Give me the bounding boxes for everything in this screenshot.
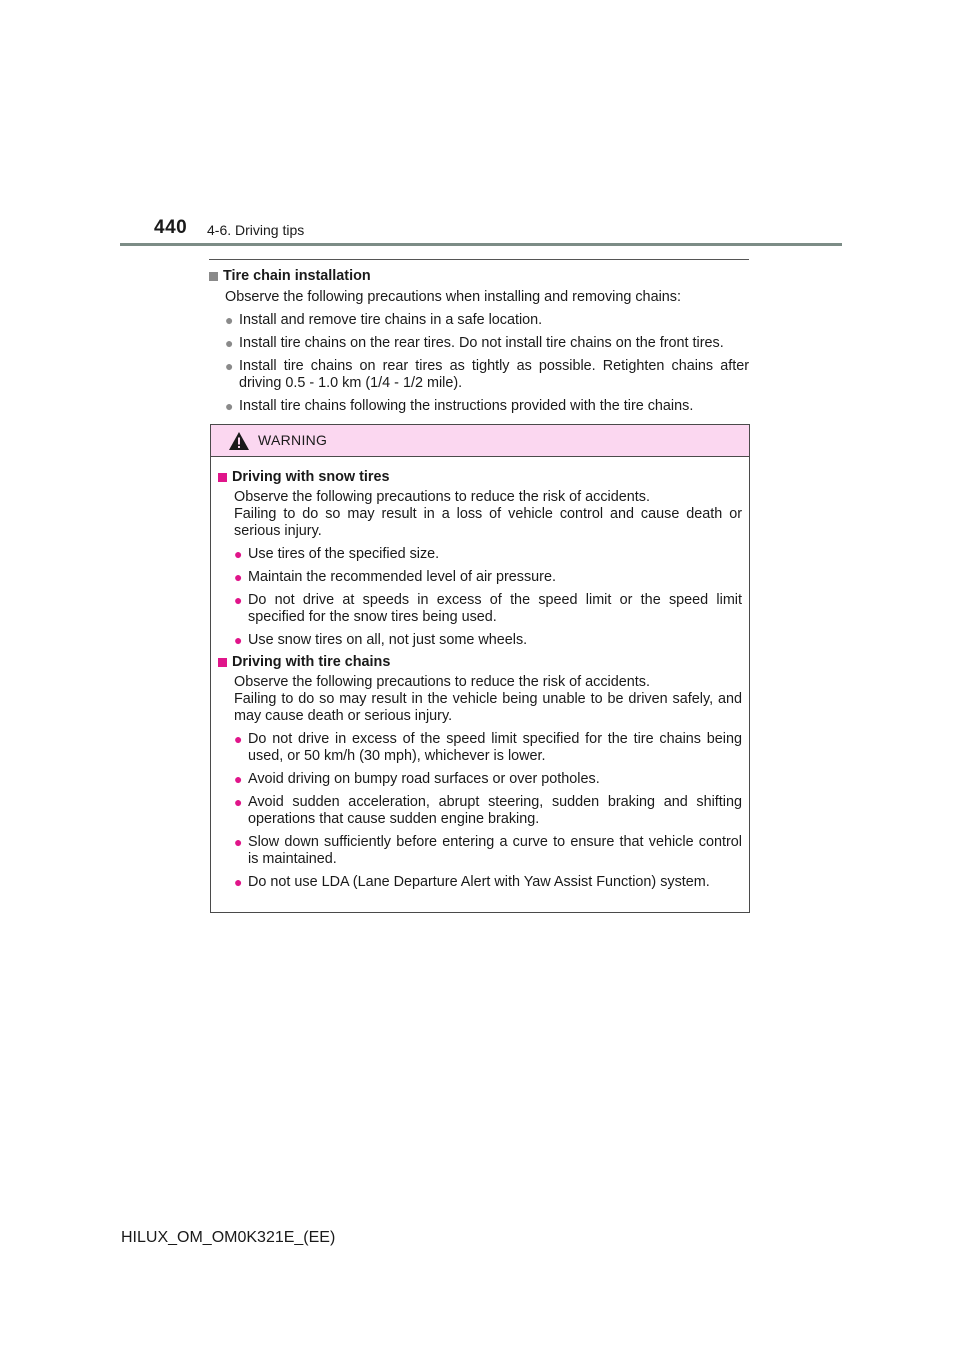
list-item-text: Maintain the recommended level of air pressure. — [248, 569, 556, 585]
list-item — [218, 546, 742, 563]
warning-body — [211, 457, 749, 891]
warning-box — [210, 424, 750, 913]
list-item — [218, 592, 742, 626]
list-item — [218, 834, 742, 868]
bullet-dot-icon: ● — [234, 771, 243, 787]
page-header — [120, 212, 842, 246]
tire-chains-intro — [218, 674, 742, 725]
list-item-text: Use snow tires on all, not just some wheels. — [248, 632, 528, 648]
square-bullet-icon — [209, 272, 218, 281]
tire-chains-heading-text: Driving with tire chains — [232, 654, 391, 670]
snow-tires-heading-text: Driving with snow tires — [232, 469, 390, 485]
bullet-dot-icon: ● — [234, 794, 243, 810]
document-code: HILUX_OM_OM0K321E_(EE) — [121, 1229, 336, 1246]
list-item — [218, 794, 742, 828]
square-bullet-icon — [218, 658, 227, 667]
bullet-dot-icon: ● — [234, 546, 243, 562]
tire-chain-section — [209, 259, 749, 415]
list-item — [209, 312, 749, 329]
list-item — [218, 632, 742, 649]
snow-intro-line: Observe the following precautions to reduce the risk of accidents. — [234, 489, 650, 505]
bullet-dot-icon: ● — [234, 874, 243, 890]
list-item-text: Slow down sufficiently before entering a curve to ensure that vehicle control is maintained. — [248, 834, 742, 867]
list-item — [209, 358, 749, 392]
bullet-dot-icon: ● — [225, 335, 234, 351]
tire-chains-heading — [218, 654, 742, 671]
list-item — [218, 771, 742, 788]
warning-header — [211, 425, 749, 457]
list-item-text: Install tire chains following the instructions provided with the tire chains. — [239, 398, 694, 414]
tire-chain-heading-text: Tire chain installation — [223, 268, 371, 284]
snow-tires-heading — [218, 469, 742, 486]
warning-label: WARNING — [258, 432, 328, 448]
tire-chain-heading — [209, 268, 749, 285]
snow-tires-list — [218, 546, 742, 649]
list-item-text: Do not drive in excess of the speed limit specified for the tire chains being used, or 50 km/h (30 mph), whichever is lower. — [248, 731, 742, 764]
bullet-dot-icon: ● — [234, 834, 243, 850]
list-item — [218, 874, 742, 891]
snow-tires-intro — [218, 489, 742, 540]
list-item-text: Install and remove tire chains in a safe location. — [239, 312, 543, 328]
list-item-text: Do not use LDA (Lane Departure Alert with Yaw Assist Function) system. — [248, 874, 710, 890]
section-title: 4-6. Driving tips — [207, 222, 305, 238]
bullet-dot-icon: ● — [234, 592, 243, 608]
bullet-dot-icon: ● — [234, 632, 243, 648]
chains-intro-line: Failing to do so may result in the vehicle being unable to be driven safely, and may cause death or serious injury. — [234, 691, 742, 724]
header-divider — [120, 243, 842, 246]
list-item-text: Avoid sudden acceleration, abrupt steering, sudden braking and shifting operations that cause sudden engine braking. — [248, 794, 742, 827]
tire-chains-list — [218, 731, 742, 891]
list-item-text: Install tire chains on rear tires as tightly as possible. Retighten chains after driving 0.5 - 1.0 km (1/4 - 1/2 mile). — [239, 358, 749, 391]
tire-chain-intro: Observe the following precautions when installing and removing chains: — [225, 289, 681, 305]
snow-intro-line: Failing to do so may result in a loss of vehicle control and cause death or serious injury. — [234, 506, 742, 539]
bullet-dot-icon: ● — [225, 358, 234, 374]
bullet-dot-icon: ● — [234, 569, 243, 585]
page-number: 440 — [154, 217, 188, 238]
list-item-text: Install tire chains on the rear tires. Do not install tire chains on the front tires. — [239, 335, 724, 351]
list-item — [218, 569, 742, 586]
bullet-dot-icon: ● — [225, 312, 234, 328]
list-item — [209, 335, 749, 352]
square-bullet-icon — [218, 473, 227, 482]
warning-triangle-icon — [228, 431, 250, 451]
chains-intro-line: Observe the following precautions to reduce the risk of accidents. — [234, 674, 650, 690]
section-divider — [209, 259, 749, 260]
list-item — [209, 398, 749, 415]
list-item — [218, 731, 742, 765]
list-item-text: Avoid driving on bumpy road surfaces or over potholes. — [248, 771, 600, 787]
tire-chain-list — [209, 312, 749, 415]
list-item-text: Do not drive at speeds in excess of the speed limit or the speed limit specified for the snow tires being used. — [248, 592, 742, 625]
bullet-dot-icon: ● — [225, 398, 234, 414]
list-item-text: Use tires of the specified size. — [248, 546, 440, 562]
bullet-dot-icon: ● — [234, 731, 243, 747]
